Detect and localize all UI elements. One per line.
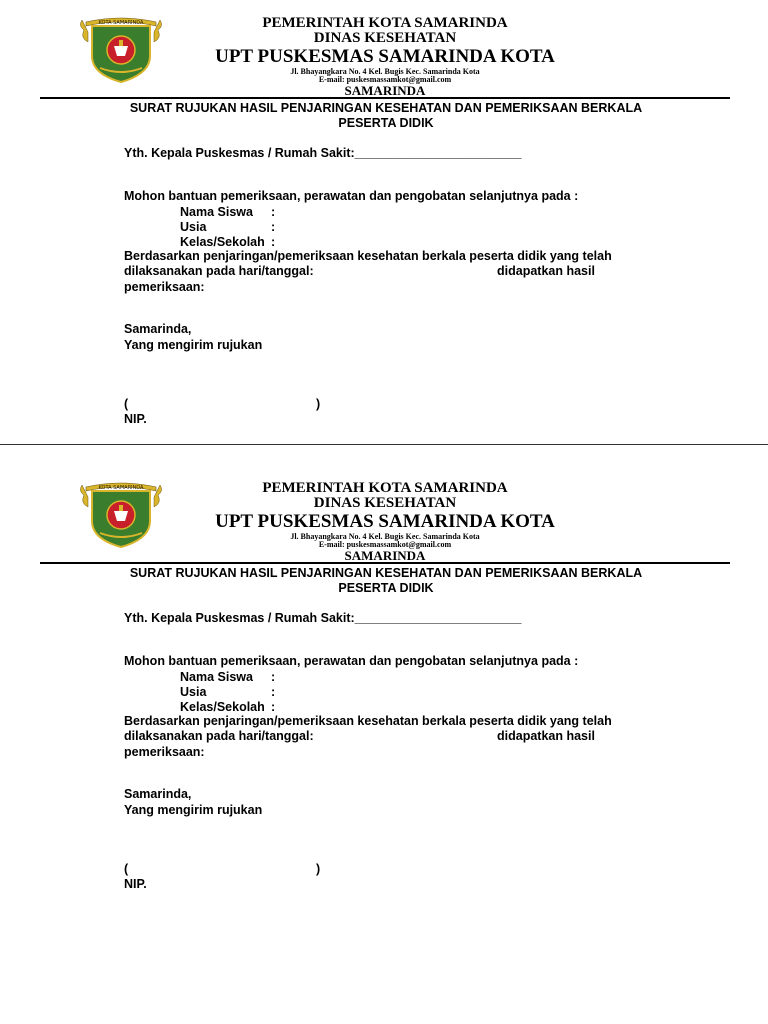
signature-paren-open: ( <box>124 397 129 411</box>
city-emblem-logo <box>78 12 164 84</box>
letterhead-government: PEMERINTAH KOTA SAMARINDA <box>262 15 508 31</box>
logo-text: KOTA SAMARINDA <box>98 485 144 491</box>
letterhead <box>180 481 590 562</box>
basis-text-line2: dilaksanakan pada hari/tanggal: <box>124 264 314 278</box>
field-label-age: Usia <box>180 685 207 699</box>
request-text: Mohon bantuan pemeriksaan, perawatan dan pengobatan selanjutnya pada : <box>124 654 579 668</box>
logo-text: KOTA SAMARINDA <box>98 20 144 26</box>
letterhead-institution: UPT PUSKESMAS SAMARINDA KOTA <box>215 511 555 532</box>
basis-text-line3: pemeriksaan: <box>124 745 205 759</box>
recipient-line: Yth. Kepala Puskesmas / Rumah Sakit:________________________ <box>124 146 522 160</box>
letterhead-government: PEMERINTAH KOTA SAMARINDA <box>262 480 508 496</box>
referral-letter-1 <box>0 0 768 440</box>
field-colon: : <box>271 685 276 699</box>
field-label-name: Nama Siswa <box>180 205 253 219</box>
basis-text-line2-result: didapatkan hasil <box>497 729 595 743</box>
letterhead-city: SAMARINDA <box>344 548 426 563</box>
basis-text-line1: Berdasarkan penjaringan/pemeriksaan kesehatan berkala peserta didik yang telah <box>124 249 612 263</box>
letter-title-line1: SURAT RUJUKAN HASIL PENJARINGAN KESEHATAN DAN PEMERIKSAAN BERKALA <box>129 101 643 115</box>
field-label-age: Usia <box>180 220 207 234</box>
letterhead-city: SAMARINDA <box>344 83 426 98</box>
letter-title-line2: PESERTA DIDIK <box>338 116 434 130</box>
letterhead-divider <box>40 97 730 99</box>
field-label-class-school: Kelas/Sekolah <box>180 700 265 714</box>
cut-line-divider <box>0 444 768 445</box>
letterhead-divider <box>40 562 730 564</box>
letterhead-department: DINAS KESEHATAN <box>313 30 457 46</box>
field-label-name: Nama Siswa <box>180 670 253 684</box>
letterhead-institution: UPT PUSKESMAS SAMARINDA KOTA <box>215 46 555 67</box>
signature-paren-close: ) <box>316 862 321 876</box>
basis-text-line1: Berdasarkan penjaringan/pemeriksaan kesehatan berkala peserta didik yang telah <box>124 714 612 728</box>
request-text: Mohon bantuan pemeriksaan, perawatan dan pengobatan selanjutnya pada : <box>124 189 579 203</box>
recipient-line: Yth. Kepala Puskesmas / Rumah Sakit:________________________ <box>124 611 522 625</box>
letterhead-department: DINAS KESEHATAN <box>313 495 457 511</box>
letter-title <box>110 101 662 131</box>
basis-text-line3: pemeriksaan: <box>124 280 205 294</box>
field-label-class-school: Kelas/Sekolah <box>180 235 265 249</box>
letterhead-email: E-mail: puskesmassamkot@gmail.com <box>318 75 452 84</box>
letterhead <box>180 16 590 97</box>
signature-sender: Yang mengirim rujukan <box>124 338 263 352</box>
basis-text-line2: dilaksanakan pada hari/tanggal: <box>124 729 314 743</box>
field-colon: : <box>271 235 276 249</box>
signature-paren-open: ( <box>124 862 129 876</box>
letter-title-line1: SURAT RUJUKAN HASIL PENJARINGAN KESEHATAN DAN PEMERIKSAAN BERKALA <box>129 566 643 580</box>
signature-nip: NIP. <box>124 877 147 891</box>
letter-title-line2: PESERTA DIDIK <box>338 581 434 595</box>
signature-paren-close: ) <box>316 397 321 411</box>
field-colon: : <box>271 670 276 684</box>
signature-place: Samarinda, <box>124 322 192 336</box>
field-colon: : <box>271 700 276 714</box>
letterhead-address: Jl. Bhayangkara No. 4 Kel. Bugis Kec. Samarinda Kota <box>290 67 480 76</box>
signature-nip: NIP. <box>124 412 147 426</box>
referral-letter-2 <box>0 465 768 905</box>
city-emblem-logo <box>78 477 164 549</box>
letter-title <box>110 566 662 596</box>
signature-sender: Yang mengirim rujukan <box>124 803 263 817</box>
letterhead-email: E-mail: puskesmassamkot@gmail.com <box>318 540 452 549</box>
basis-text-line2-result: didapatkan hasil <box>497 264 595 278</box>
field-colon: : <box>271 220 276 234</box>
signature-place: Samarinda, <box>124 787 192 801</box>
letterhead-address: Jl. Bhayangkara No. 4 Kel. Bugis Kec. Samarinda Kota <box>290 532 480 541</box>
field-colon: : <box>271 205 276 219</box>
